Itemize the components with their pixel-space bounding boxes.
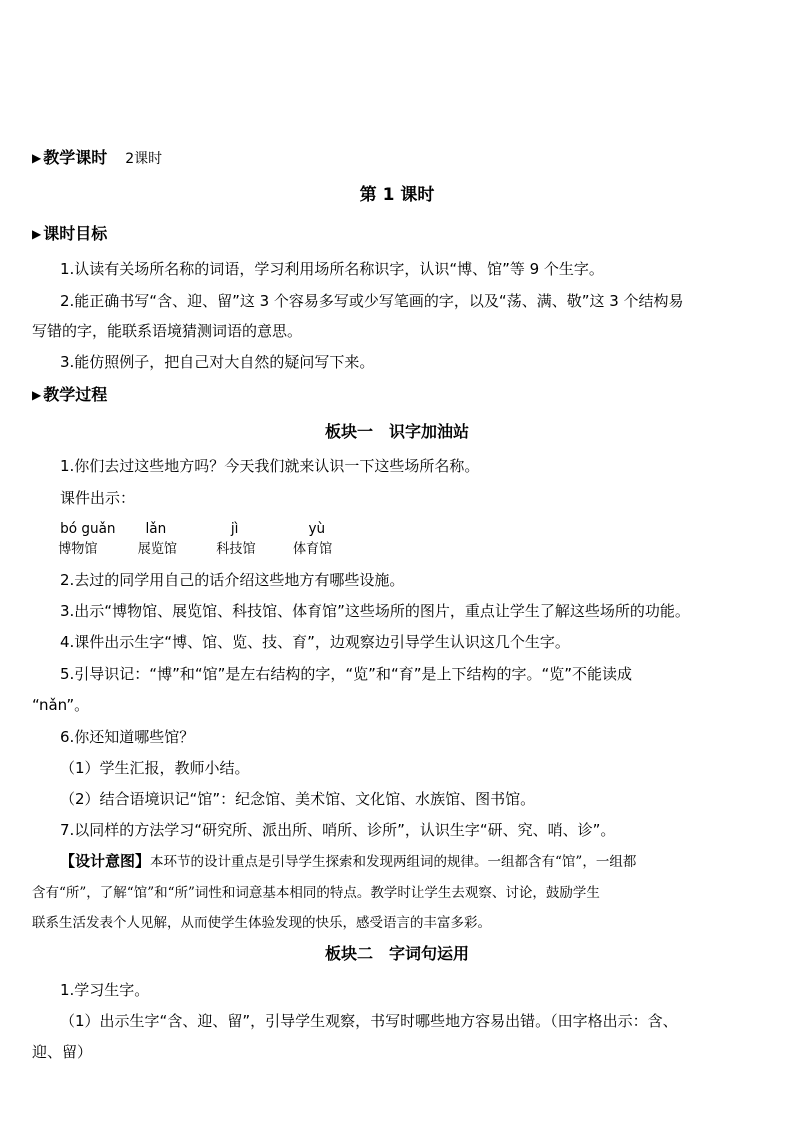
process-heading: 教学过程 <box>43 385 108 404</box>
teaching-period-value: 2课时 <box>125 151 163 167</box>
objective-item: 3.能仿照例子，把自己对大自然的疑问写下来。 <box>60 353 375 371</box>
block1-line: 4.课件出示生字“博、馆、览、技、育”，边观察边引导学生认识这几个生字。 <box>60 633 570 651</box>
objectives-heading-row <box>32 223 107 245</box>
block1-title: 板块一 识字加油站 <box>324 422 469 441</box>
block1-line: 课件出示： <box>60 489 136 507</box>
pinyin-label: bó guǎn <box>60 521 116 537</box>
block1-line: 5.引导识记：“博”和“馆”是左右结构的字，“览”和“育”是上下结构的字。“览”不能读成 <box>60 665 633 683</box>
design-intent-text: 含有“所”，了解“馆”和“所”词性和词意基本相同的特点。教学时让学生去观察、讨论，鼓励学生 <box>32 885 600 901</box>
block2-line: （1）出示生字“含、迎、留”，引导学生观察，书写时哪些地方容易出错。（田字格出示：含、 <box>60 1012 678 1030</box>
objective-item: 2.能正确书写“含、迎、留”这 3 个容易多写或少写笔画的字，以及“荡、满、敬”这 3 个结构易 <box>60 292 684 310</box>
block1-line: （2）结合语境识记“馆”：纪念馆、美术馆、文化馆、水族馆、图书馆。 <box>60 790 536 808</box>
design-intent-text: 联系生活发表个人见解，从而使学生体验发现的快乐，感受语言的丰富多彩。 <box>32 915 491 931</box>
design-intent-line <box>60 850 636 873</box>
block1-line: 7.以同样的方法学习“研究所、派出所、哨所、诊所”，认识生字“研、究、哨、诊”。 <box>60 821 616 839</box>
block1-line: 1.你们去过这些地方吗？今天我们就来认识一下这些场所名称。 <box>60 457 480 475</box>
place-word: 科技馆 <box>216 541 256 557</box>
block2-line-continued: 迎、留） <box>32 1043 93 1061</box>
pinyin-label: lǎn <box>145 521 167 537</box>
objective-item: 1.认读有关场所名称的词语，学习利用场所名称识字，认识“博、馆”等 9 个生字。 <box>60 260 604 278</box>
block1-line-continued: “nǎn”。 <box>32 696 90 714</box>
place-word: 展览馆 <box>137 541 178 557</box>
triangle-marker-icon: ▶ <box>32 388 42 402</box>
pinyin-row <box>0 518 770 538</box>
place-word: 博物馆 <box>58 541 98 557</box>
place-words-row <box>0 538 770 558</box>
block2-title: 板块二 字词句运用 <box>324 944 469 963</box>
block1-line: 2.去过的同学用自己的话介绍这些地方有哪些设施。 <box>60 571 405 589</box>
objective-item-continued: 写错的字，能联系语境猜测词语的意思。 <box>32 322 303 340</box>
block1-line: 6.你还知道哪些馆？ <box>60 728 195 746</box>
block1-line: 3.出示“博物馆、展览馆、科技馆、体育馆”这些场所的图片，重点让学生了解这些场所的功能。 <box>60 602 690 620</box>
triangle-marker-icon: ▶ <box>32 151 42 165</box>
pinyin-label: yù <box>308 521 326 537</box>
lesson-title: 第 1 课时 <box>359 185 435 205</box>
teaching-period-row <box>32 147 162 170</box>
design-intent-text: 本环节的设计重点是引导学生探索和发现两组词的规律。一组都含有“馆”，一组都 <box>150 854 637 870</box>
process-heading-row <box>32 384 107 406</box>
place-word: 体育馆 <box>292 541 333 557</box>
block1-line: （1）学生汇报，教师小结。 <box>60 759 250 777</box>
block2-line: 1.学习生字。 <box>60 981 150 999</box>
teaching-period-label: 教学课时 <box>43 148 108 167</box>
design-intent-label: 【设计意图】 <box>60 852 151 870</box>
objectives-heading: 课时目标 <box>43 224 108 243</box>
pinyin-label: jì <box>230 521 239 537</box>
triangle-marker-icon: ▶ <box>32 227 42 241</box>
